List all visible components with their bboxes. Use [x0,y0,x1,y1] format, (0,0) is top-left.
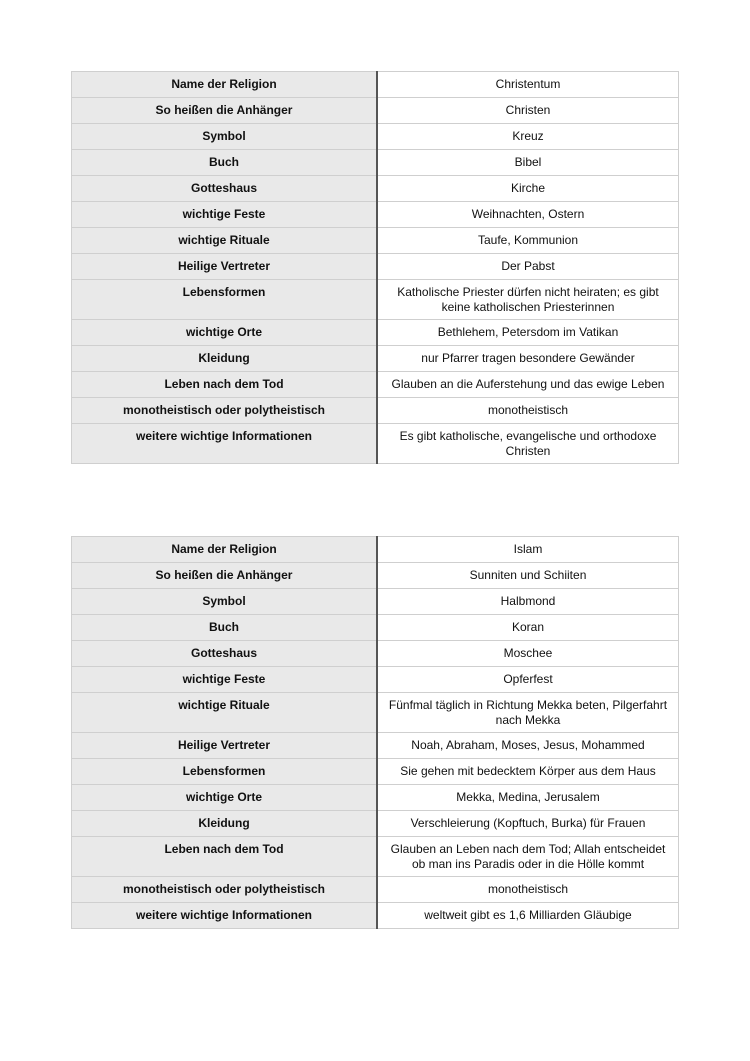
row-label: Lebensformen [72,280,378,320]
table-row [72,254,679,280]
row-value: Glauben an die Auferstehung und das ewige Leben [377,372,679,398]
row-value: Halbmond [377,589,679,615]
row-value: Es gibt katholische, evangelische und orthodoxe Christen [377,424,679,464]
row-label: So heißen die Anhänger [72,98,378,124]
row-label: Heilige Vertreter [72,733,378,759]
row-label: Heilige Vertreter [72,254,378,280]
row-label: Name der Religion [72,72,378,98]
row-value: Verschleierung (Kopftuch, Burka) für Frauen [377,811,679,837]
row-value: Sie gehen mit bedecktem Körper aus dem Haus [377,759,679,785]
table-row [72,589,679,615]
row-value: Sunniten und Schiiten [377,563,679,589]
row-label: Symbol [72,589,378,615]
row-value: Mekka, Medina, Jerusalem [377,785,679,811]
table-row [72,228,679,254]
row-label: Buch [72,615,378,641]
table-row [72,759,679,785]
table-row [72,785,679,811]
row-label: Kleidung [72,811,378,837]
table-row [72,837,679,877]
row-label: Gotteshaus [72,641,378,667]
row-label: Leben nach dem Tod [72,372,378,398]
row-value: weltweit gibt es 1,6 Milliarden Gläubige [377,903,679,929]
row-label: weitere wichtige Informationen [72,903,378,929]
row-label: weitere wichtige Informationen [72,424,378,464]
row-label: Kleidung [72,346,378,372]
row-label: wichtige Orte [72,785,378,811]
row-value: Opferfest [377,667,679,693]
row-label: Symbol [72,124,378,150]
row-label: Gotteshaus [72,176,378,202]
row-value: Weihnachten, Ostern [377,202,679,228]
table-body [72,537,679,929]
row-label: wichtige Orte [72,320,378,346]
row-label: wichtige Rituale [72,228,378,254]
row-value: Christentum [377,72,679,98]
table-row [72,320,679,346]
table-row [72,811,679,837]
row-value: Kirche [377,176,679,202]
row-label: monotheistisch oder polytheistisch [72,877,378,903]
table-row [72,176,679,202]
row-value: Fünfmal täglich in Richtung Mekka beten, Pilgerfahrt nach Mekka [377,693,679,733]
table-row [72,563,679,589]
table-row [72,693,679,733]
row-label: monotheistisch oder polytheistisch [72,398,378,424]
row-value: nur Pfarrer tragen besondere Gewänder [377,346,679,372]
table-row [72,537,679,563]
row-label: Buch [72,150,378,176]
table-row [72,280,679,320]
row-value: Bibel [377,150,679,176]
table-row [72,346,679,372]
row-value: Bethlehem, Petersdom im Vatikan [377,320,679,346]
table-row [72,398,679,424]
table-row [72,615,679,641]
table-row [72,72,679,98]
table-row [72,372,679,398]
row-label: Name der Religion [72,537,378,563]
row-value: Islam [377,537,679,563]
table-row [72,98,679,124]
table-body [72,72,679,464]
row-label: So heißen die Anhänger [72,563,378,589]
table-row [72,202,679,228]
row-value: Noah, Abraham, Moses, Jesus, Mohammed [377,733,679,759]
row-label: Leben nach dem Tod [72,837,378,877]
row-value: Kreuz [377,124,679,150]
row-value: Der Pabst [377,254,679,280]
row-value: Christen [377,98,679,124]
row-label: wichtige Feste [72,202,378,228]
table-row [72,641,679,667]
row-value: Taufe, Kommunion [377,228,679,254]
row-label: wichtige Rituale [72,693,378,733]
row-value: Glauben an Leben nach dem Tod; Allah entscheidet ob man ins Paradis oder in die Hölle kommt [377,837,679,877]
religion-table-christentum [71,71,679,464]
table-row [72,667,679,693]
row-value: Katholische Priester dürfen nicht heiraten; es gibt keine katholischen Priesterinnen [377,280,679,320]
table-row [72,903,679,929]
religion-table-islam [71,536,679,929]
row-label: Lebensformen [72,759,378,785]
row-value: Koran [377,615,679,641]
row-value: Moschee [377,641,679,667]
row-value: monotheistisch [377,398,679,424]
row-value: monotheistisch [377,877,679,903]
row-label: wichtige Feste [72,667,378,693]
table-row [72,150,679,176]
table-row [72,733,679,759]
table-row [72,124,679,150]
table-row [72,424,679,464]
table-row [72,877,679,903]
